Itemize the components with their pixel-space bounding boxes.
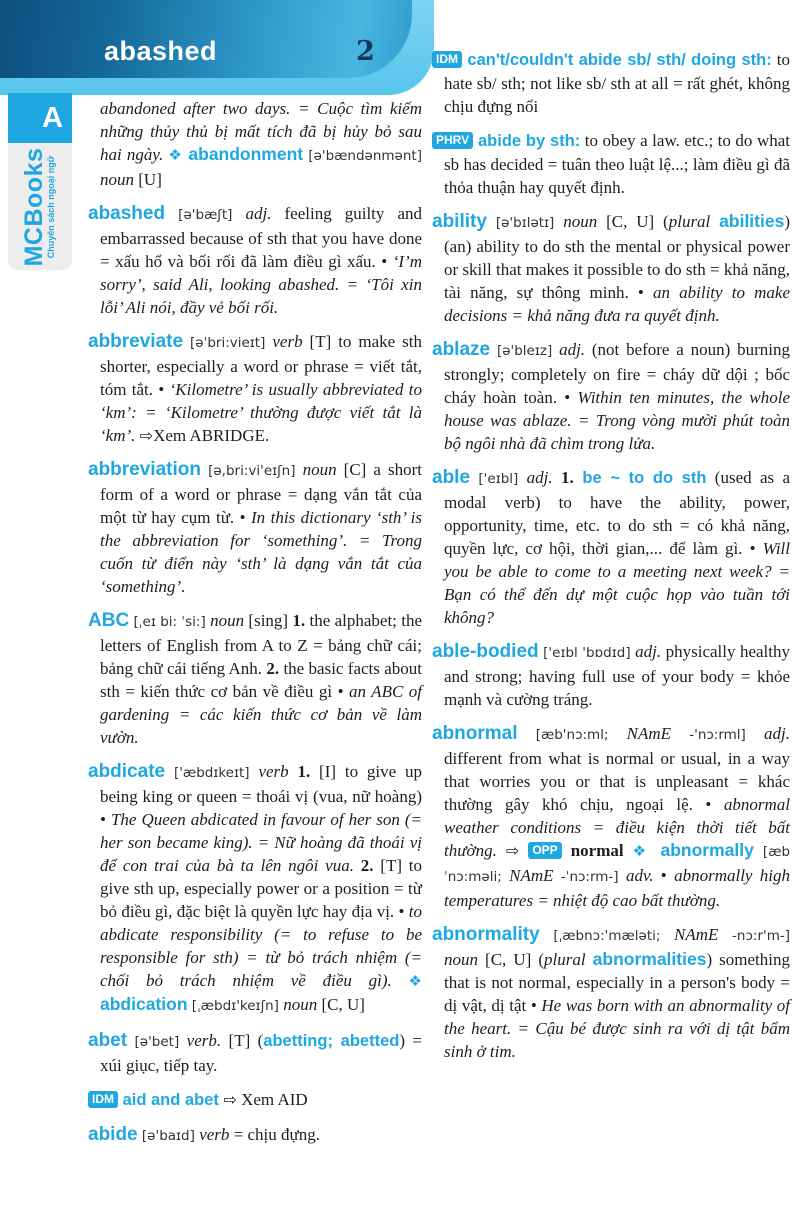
- pronunciation: [ˌeɪ bi: ˈsi:]: [129, 614, 211, 630]
- part-of-speech: adj.: [559, 340, 586, 359]
- opp-badge: OPP: [528, 842, 561, 859]
- cross-reference-arrow-icon: ⇨: [505, 841, 520, 860]
- publisher-logo-rotated: [20, 147, 57, 266]
- dictionary-entry: [88, 330, 422, 447]
- pronunciation: [ə'bændənmənt]: [303, 148, 422, 164]
- example-text: He was born with an abnormality of the heart. = Cậu bé được sinh ra với dị tật bẩm sinh ở tim.: [444, 996, 790, 1061]
- publisher-logo: [8, 143, 72, 270]
- publisher-tagline: Chuyên sách ngoại ngữ: [46, 155, 56, 258]
- dictionary-entry: [432, 466, 790, 629]
- variant-dialect-label: NAmE: [626, 724, 672, 743]
- definition-text: [519, 841, 528, 860]
- definition-text: [553, 468, 561, 487]
- headword: ABC: [88, 610, 130, 631]
- example-text: an ABC of gardening = các kiến thức cơ bản về làm vườn.: [100, 682, 422, 747]
- pronunciation: [ə'bleɪz]: [490, 343, 560, 359]
- running-head-word: abashed: [104, 36, 218, 66]
- definition-text: ) something that is not normal, especially in a person's body = dị vật, dị tật •: [444, 950, 791, 1015]
- definition-text: Xem ABRIDGE.: [153, 426, 270, 445]
- definition-text: [C, U] (: [597, 212, 669, 231]
- part-of-speech: plural: [668, 212, 711, 231]
- dictionary-entry: [88, 1029, 422, 1077]
- dictionary-entry: [88, 97, 422, 191]
- derived-headword: abandonment: [188, 144, 304, 164]
- column-left: [88, 97, 422, 1159]
- pronunciation: [ə'bɪlətɪ]: [486, 215, 564, 231]
- pronunciation: [ə'baɪd]: [137, 1128, 200, 1144]
- bold-phrase: can't/couldn't abide sb/ sth/ doing sth:: [462, 51, 772, 69]
- headword: abashed: [88, 203, 166, 224]
- definition-text: [497, 841, 506, 860]
- pronunciation: [ə'bæʃt]: [165, 207, 246, 223]
- headword: abdicate: [88, 761, 166, 782]
- part-of-speech: adj.: [245, 204, 272, 223]
- part-of-speech: verb: [199, 1125, 230, 1144]
- dictionary-entry: [88, 1123, 422, 1148]
- part-of-speech: noun: [210, 611, 245, 630]
- definition-text: [T] to make sth shorter, especially a word or phrase = viết tắt, tóm tắt. •: [100, 332, 422, 399]
- pronunciation: [æb'nɔ:ml;: [517, 727, 627, 743]
- example-text: abnormally high temperatures = nhiệt độ cao bất thường.: [444, 866, 791, 910]
- definition-text: [I] to give up being king or queen = thoái vị (vua, nữ hoàng) •: [100, 762, 422, 829]
- variant-dialect-label: NAmE: [509, 866, 554, 885]
- sense-number: normal: [561, 841, 633, 860]
- example-text: ‘Kilometre’ is usually abbreviated to ‘km’: = ‘Kilometre’ thường được viết tắt là ‘km’.: [100, 380, 422, 445]
- pronunciation: -nɔ:r'm-]: [718, 928, 790, 944]
- definition-text: ) = xúi giục, tiếp tay.: [100, 1031, 422, 1075]
- definition-text: [T] to give sth up, especially power or a position = từ bỏ điều gì, đặc biệt là quyền lực hay địa vị. •: [100, 856, 422, 921]
- pronunciation: ['eɪbl 'bɒdɪd]: [538, 645, 636, 661]
- headword: ability: [432, 211, 487, 232]
- definition-text: •: [653, 866, 675, 885]
- headword: able-bodied: [432, 641, 539, 662]
- dictionary-entry: [432, 48, 790, 118]
- derived-headword: abnormally: [660, 840, 754, 860]
- part-of-speech: adj.: [764, 724, 790, 743]
- sense-number: 2.: [266, 659, 280, 678]
- bold-phrase: abetting; abetted: [263, 1032, 400, 1050]
- sense-number: 2.: [360, 856, 374, 875]
- definition-text: Xem AID: [236, 1090, 308, 1109]
- idm-badge: IDM: [432, 51, 462, 68]
- example-text: The Queen abdicated in favour of her son (= her son became king). = Nữ hoàng đã thoái vị để con trai của bà ta lên ngôi vua.: [100, 810, 423, 875]
- part-of-speech: adv.: [625, 866, 654, 885]
- definition-text: = chịu đựng.: [229, 1125, 320, 1144]
- section-letter: A: [42, 102, 63, 134]
- pronunciation: [ˌæbnɔ:'mæləti;: [539, 928, 675, 944]
- pronunciation: [æbˈnɔ:məli;: [444, 844, 791, 885]
- dictionary-entry: [88, 760, 422, 1018]
- part-of-speech: adj.: [635, 642, 662, 661]
- part-of-speech: verb: [258, 762, 289, 781]
- pronunciation: [əˈbri:vieɪt]: [183, 335, 273, 351]
- headword: ablaze: [432, 339, 491, 360]
- definition-text: physically healthy and strong; having full use of your body = khỏe mạnh và cường tráng.: [444, 642, 791, 709]
- pronunciation: ['æbdɪkeɪt]: [165, 765, 259, 781]
- dictionary-entry: [432, 129, 790, 199]
- sense-number: 1.: [297, 762, 311, 781]
- definition-text: the alphabet; the letters of English from A to Z = bảng chữ cái; bảng chữ cái tiếng Anh.: [100, 611, 422, 678]
- definition-text: [U]: [134, 170, 162, 189]
- example-text: Within ten minutes, the whole house was ablaze. = Trong vòng mười phút toàn bộ ngôi nhà đã chìm trong lửa.: [444, 388, 790, 453]
- definition-text: different from what is normal or usual, in a way that worries you or that is unpleasant = khác thường gây khó chịu, ngoại lệ. •: [444, 749, 790, 814]
- cross-reference-arrow-icon: ⇨: [139, 426, 154, 445]
- pronunciation: [ə'bet]: [127, 1034, 187, 1050]
- pronunciation: [ə,bri:vi'eɪʃn]: [200, 463, 303, 479]
- dictionary-entry: [432, 210, 790, 327]
- phrv-badge: PHRV: [432, 132, 473, 149]
- dictionary-entry: [88, 458, 422, 598]
- pronunciation: -'nɔ:rml]: [671, 727, 765, 743]
- derivative-diamond-icon: ❖: [168, 146, 189, 164]
- headword: abbreviation: [88, 459, 201, 480]
- definition-text: [C, U] (: [478, 950, 545, 969]
- part-of-speech: noun: [563, 212, 598, 231]
- dictionary-entry: [432, 923, 790, 1063]
- part-of-speech: noun: [302, 460, 337, 479]
- pronunciation: ['eɪbl]: [470, 471, 527, 487]
- definition-text: [586, 950, 593, 969]
- headword: abnormality: [432, 924, 540, 945]
- dictionary-entry: [432, 338, 790, 455]
- part-of-speech: adj.: [526, 468, 553, 487]
- derivative-diamond-icon: ❖: [408, 972, 422, 990]
- dictionary-entry: [88, 202, 422, 319]
- dictionary-entry: [88, 1088, 422, 1112]
- headword: abet: [88, 1030, 128, 1051]
- dictionary-entry: [88, 609, 422, 749]
- pronunciation: -ˈnɔ:rm-]: [553, 869, 626, 885]
- example-text: abnormal weather conditions = điều kiện thời tiết bất thường.: [444, 795, 790, 860]
- headword: able: [432, 467, 471, 488]
- definition-text: (not before a noun) burning strongly; completely on fire = cháy dữ dội ; bốc cháy hoàn toàn. •: [444, 340, 790, 407]
- derived-headword: abilities: [719, 211, 785, 231]
- example-text: an ability to make decisions = khả năng đưa ra quyết định.: [444, 283, 790, 325]
- column-right: [432, 48, 790, 1074]
- example-text: ‘I’m sorry’, said Ali, looking abashed. = ‘Tôi xin lỗi’ Ali nói, đầy vẻ bối rối.: [100, 252, 422, 317]
- part-of-speech: noun: [283, 995, 318, 1014]
- definition-text: [T] (: [221, 1031, 264, 1050]
- definition-text: the basic facts about sth = kiến thức cơ bản về điều gì •: [100, 659, 422, 701]
- headword: abide: [88, 1124, 138, 1145]
- example-text: abandoned after two days. = Cuộc tìm kiếm những thủy thủ bị mất tích đã bị hủy bỏ sau hai ngày.: [100, 99, 422, 164]
- part-of-speech: noun: [444, 950, 478, 969]
- dictionary-entry: [432, 722, 790, 912]
- derivative-diamond-icon: ❖: [632, 842, 661, 860]
- definition-text: to obey a law. etc.; to do what sb has decided = tuân theo luật lệ...; làm điều gì đã thỏa thuận hay quyết định.: [444, 131, 790, 197]
- definition-text: (used as a modal verb) to have the ability, power, opportunity, time, etc. to do sth = có khả năng, quyền lực, cơ hội, thời gian,... để làm gì. •: [444, 468, 790, 558]
- pronunciation: [ˌæbdɪ'keɪʃn]: [187, 998, 284, 1014]
- example-text: to abdicate responsibility (= to refuse to be responsible for sth) = từ bỏ trách nhiệm (= chối bỏ trách nhiệm về điều gì).: [100, 902, 422, 990]
- dictionary-entry: [432, 640, 790, 711]
- definition-text: [C] a short form of a word or phrase = dạng vắn tắt của một từ hay cụm từ. •: [100, 460, 422, 527]
- definition-text: feeling guilty and embarrassed because of sth that you have done = xấu hổ và bối rối đã làm điều gì xấu. •: [100, 204, 422, 271]
- part-of-speech: noun: [100, 170, 134, 189]
- definition-text: [C, U]: [317, 995, 365, 1014]
- bold-phrase: be ~ to do sth: [573, 469, 707, 487]
- sense-number: 1.: [561, 468, 574, 487]
- definition-text: [710, 212, 719, 231]
- example-text: Will you be able to come to a meeting next week? = Bạn có thể đến dự một cuộc họp vào tuần tới không?: [444, 539, 790, 627]
- bold-phrase: abide by sth:: [473, 132, 581, 150]
- headword: abbreviate: [88, 331, 184, 352]
- section-letter-tab: [8, 93, 72, 143]
- headword: abnormal: [432, 723, 518, 744]
- part-of-speech: verb: [272, 332, 303, 351]
- bold-phrase: aid and abet: [118, 1091, 224, 1109]
- definition-text: ) (an) ability to do sth the mental or physical power or skill that makes it possible to do sth = khả năng, tài năng, sự thông minh. •: [444, 212, 790, 302]
- part-of-speech: verb.: [186, 1031, 222, 1050]
- definition-text: [sing]: [244, 611, 293, 630]
- definition-text: to hate sb/ sth; not like sb/ sth at all = rất ghét, không chịu đựng nổi: [444, 50, 790, 116]
- variant-dialect-label: NAmE: [674, 925, 719, 944]
- idm-badge: IDM: [88, 1091, 118, 1108]
- derived-headword: abnormalities: [592, 949, 707, 969]
- part-of-speech: plural: [544, 950, 586, 969]
- page-number: 2: [356, 36, 375, 67]
- publisher-name: MCBooks: [20, 147, 48, 266]
- sense-number: 1.: [292, 611, 306, 630]
- cross-reference-arrow-icon: ⇨: [223, 1090, 237, 1109]
- example-text: In this dictionary ‘sth’ is the abbreviation for ‘something’. = Trong cuốn từ điển này ‘sth’ là dạng vắn tắt của ‘something’.: [100, 508, 422, 596]
- derived-headword: abdication: [100, 994, 188, 1014]
